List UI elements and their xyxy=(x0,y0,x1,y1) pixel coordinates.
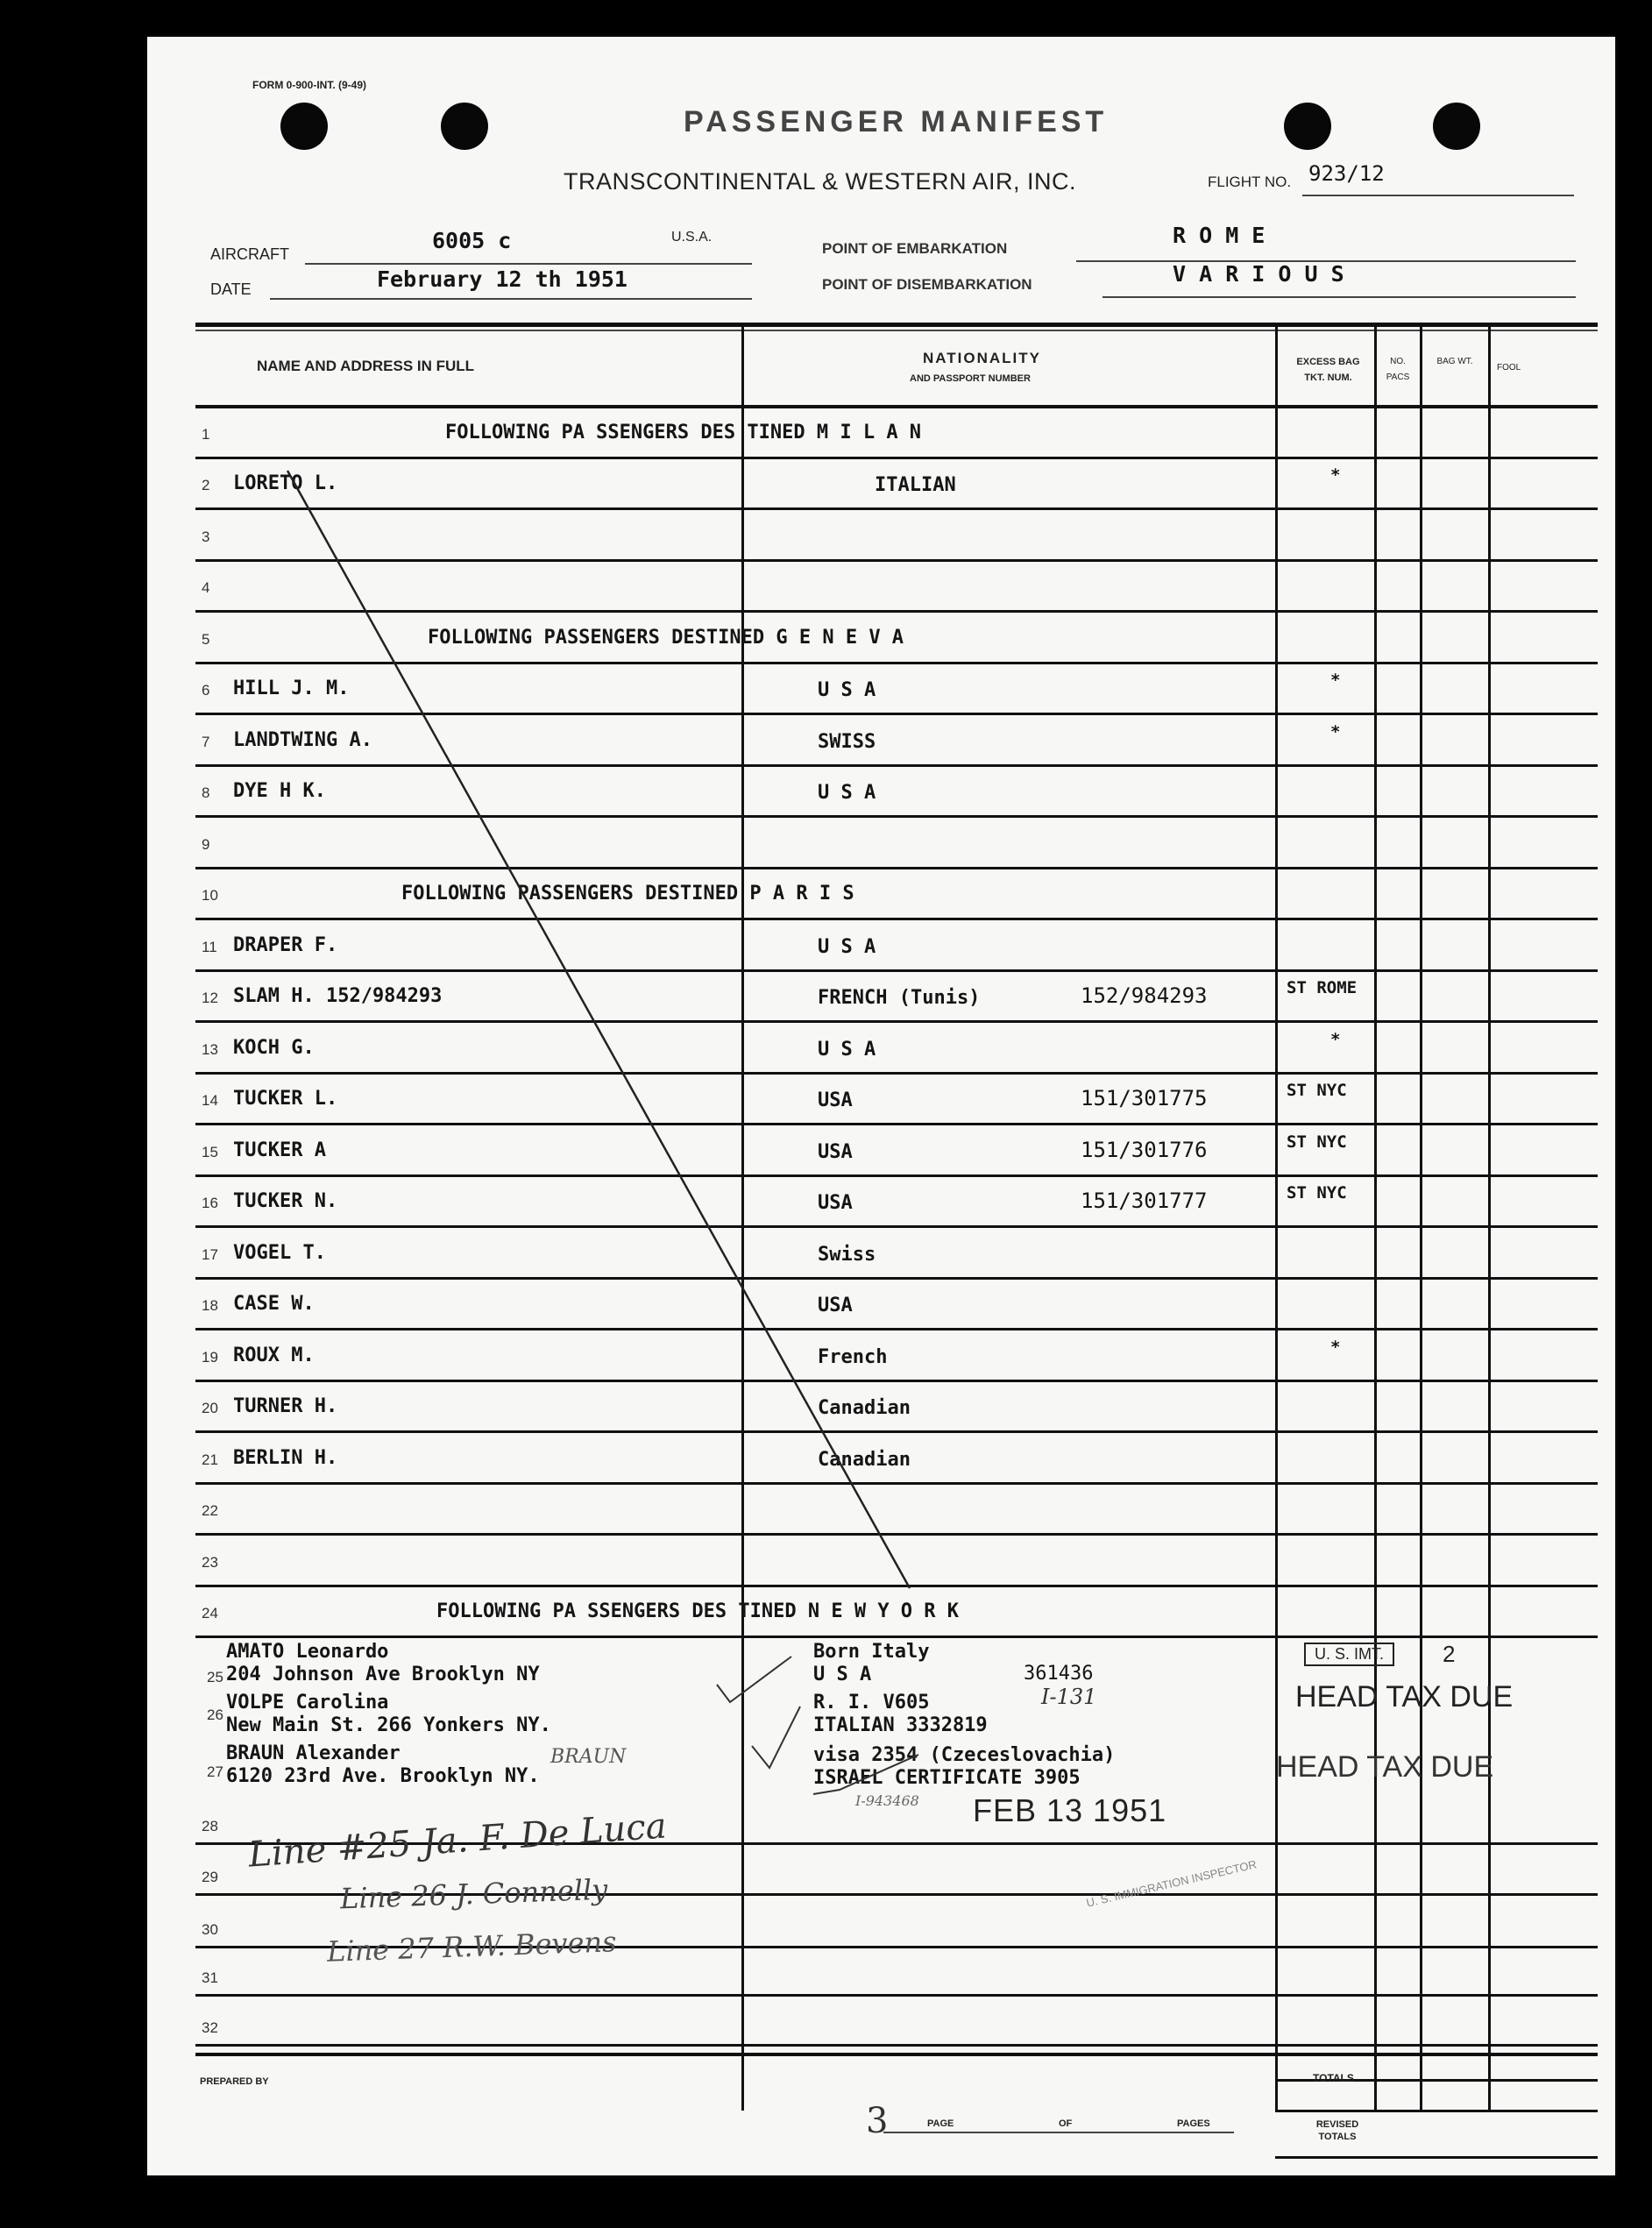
braun-handwritten: BRAUN xyxy=(550,1746,627,1768)
row-number: 20 xyxy=(202,1400,218,1416)
excess-bag-entry: * xyxy=(1330,1338,1341,1357)
row-number: 8 xyxy=(202,784,210,801)
aircraft-label: AIRCRAFT xyxy=(210,245,289,263)
passenger-nationality: Canadian xyxy=(818,1397,911,1419)
col-bagwt-header: BAG WT. xyxy=(1436,357,1473,366)
passport-number: 151/301775 xyxy=(1081,1086,1208,1110)
row-number: 29 xyxy=(202,1869,218,1885)
excess-bag-entry: ST NYC xyxy=(1287,1132,1347,1152)
passport-number: 151/301776 xyxy=(1081,1138,1208,1162)
date-label: DATE xyxy=(210,280,252,298)
col-nationality-header: NATIONALITY xyxy=(923,350,1042,366)
inspector-number: I-943468 xyxy=(855,1792,919,1809)
passenger-name: SLAM H. 152/984293 xyxy=(233,985,443,1007)
page-number: 3 xyxy=(866,2101,889,2141)
row-number: 13 xyxy=(202,1041,218,1058)
ny-passenger-1-number: 361436 xyxy=(1024,1663,1094,1685)
row-number: 12 xyxy=(202,990,218,1006)
passport-number: 152/984293 xyxy=(1081,983,1208,1008)
excess-bag-entry: ST NYC xyxy=(1287,1183,1347,1203)
date-value: February 12 th 1951 xyxy=(377,266,627,292)
passenger-name: LANDTWING A. xyxy=(233,729,372,751)
passenger-nationality: USA xyxy=(818,1295,853,1316)
passenger-name: ROUX M. xyxy=(233,1345,315,1366)
passenger-name: DYE H K. xyxy=(233,780,326,802)
row-number: 1 xyxy=(202,426,210,443)
row-number: 16 xyxy=(202,1195,218,1211)
check-marks xyxy=(147,37,1615,2175)
head-tax-stamp-1: HEAD TAX DUE xyxy=(1295,1680,1514,1714)
ny-passenger-2-nationality: R. I. V605 ITALIAN 3332819 xyxy=(813,1692,988,1736)
row-number: 28 xyxy=(202,1818,218,1834)
row-number: 31 xyxy=(202,1969,218,1986)
row-number: 15 xyxy=(202,1144,218,1160)
passenger-nationality: U S A xyxy=(818,679,876,701)
passenger-nationality: U S A xyxy=(818,936,876,958)
passenger-nationality: U S A xyxy=(818,782,876,804)
signature-line-30: Line 27 R.W. Bevens xyxy=(326,1925,618,1969)
passenger-name: KOCH G. xyxy=(233,1037,315,1059)
excess-bag-entry: ST NYC xyxy=(1287,1081,1347,1100)
passenger-name: VOGEL T. xyxy=(233,1242,326,1264)
passenger-name: TURNER H. xyxy=(233,1395,338,1417)
passport-number: 151/301777 xyxy=(1081,1189,1208,1213)
destination-header: FOLLOWING PASSENGERS DESTINED P A R I S xyxy=(401,883,854,905)
row-number: 7 xyxy=(202,734,210,750)
ny-passenger-2: VOLPE Carolina New Main St. 266 Yonkers NY. xyxy=(226,1692,551,1736)
passenger-name: TUCKER N. xyxy=(233,1190,338,1212)
ny-passenger-1: AMATO Leonardo 204 Johnson Ave Brooklyn NY xyxy=(226,1641,540,1685)
row-number: 17 xyxy=(202,1246,218,1263)
row-number: 24 xyxy=(202,1605,218,1621)
passenger-name: BERLIN H. xyxy=(233,1447,338,1469)
count-stamp: 2 xyxy=(1443,1641,1456,1667)
excess-bag-entry: * xyxy=(1330,671,1341,690)
row-number: 27 xyxy=(207,1763,223,1780)
prepared-by-label: PREPARED BY xyxy=(200,2076,269,2087)
disembarkation-label: POINT OF DISEMBARKATION xyxy=(822,276,1032,293)
passenger-nationality: USA xyxy=(818,1089,853,1111)
col-pieces-header: NO. PACS xyxy=(1386,357,1410,382)
destination-header: FOLLOWING PA SSENGERS DES TINED N E W Y O R K xyxy=(436,1600,960,1622)
form-id: FORM 0-900-INT. (9-49) xyxy=(252,79,367,91)
passenger-nationality: Canadian xyxy=(818,1449,911,1471)
destination-header: FOLLOWING PA SSENGERS DES TINED M I L A N xyxy=(445,422,922,443)
col-excess-header: EXCESS BAG TKT. NUM. xyxy=(1296,357,1360,383)
excess-bag-entry: * xyxy=(1330,465,1341,485)
passenger-nationality: ITALIAN xyxy=(875,474,956,496)
passenger-nationality: French xyxy=(818,1346,888,1368)
row-number: 30 xyxy=(202,1921,218,1938)
ny-passenger-3-nationality: visa 2354 (Czeceslovachia) ISRAEL CERTIFICATE 3905 xyxy=(813,1744,1116,1789)
embarkation-label: POINT OF EMBARKATION xyxy=(822,240,1008,257)
excess-bag-entry: * xyxy=(1330,722,1341,741)
excess-bag-entry: * xyxy=(1330,1030,1341,1049)
row-number: 6 xyxy=(202,682,210,699)
passenger-nationality: USA xyxy=(818,1192,853,1214)
destination-header: FOLLOWING PASSENGERS DESTINED G E N E V A xyxy=(428,627,904,649)
row-number: 14 xyxy=(202,1092,218,1109)
passenger-nationality: Swiss xyxy=(818,1244,876,1266)
passenger-name: LORETO L. xyxy=(233,472,338,494)
head-tax-stamp-2: HEAD TAX DUE xyxy=(1276,1750,1494,1784)
flight-number: 923/12 xyxy=(1308,161,1385,186)
of-label: OF xyxy=(1059,2118,1073,2129)
row-number: 19 xyxy=(202,1349,218,1366)
passenger-nationality: USA xyxy=(818,1141,853,1163)
row-number: 23 xyxy=(202,1554,218,1571)
totals-label: TOTALS xyxy=(1313,2072,1354,2084)
passenger-nationality: SWISS xyxy=(818,731,876,753)
col-passport-header: AND PASSPORT NUMBER xyxy=(910,373,1031,384)
row-number: 11 xyxy=(202,939,217,955)
passenger-nationality: U S A xyxy=(818,1039,876,1061)
col-name-header: NAME AND ADDRESS IN FULL xyxy=(257,358,475,374)
revised-totals-label: REVISED TOTALS xyxy=(1315,2119,1359,2142)
row-number: 18 xyxy=(202,1297,218,1314)
passenger-name: DRAPER F. xyxy=(233,934,338,956)
received-date-stamp: FEB 13 1951 xyxy=(973,1792,1167,1828)
row-number: 2 xyxy=(202,477,210,493)
passenger-name: CASE W. xyxy=(233,1293,315,1315)
passenger-name: TUCKER L. xyxy=(233,1088,338,1110)
row-number: 3 xyxy=(202,529,210,545)
excess-bag-entry: ST ROME xyxy=(1287,978,1358,997)
page-title: PASSENGER MANIFEST xyxy=(684,105,1109,138)
passenger-nationality: FRENCH (Tunis) xyxy=(818,987,981,1009)
row-number: 22 xyxy=(202,1502,218,1519)
faint-inspector-stamp: U. S. IMMIGRATION INSPECTOR xyxy=(1085,1857,1258,1910)
manifest-sheet xyxy=(147,37,1615,2175)
ny-passenger-3: BRAUN Alexander 6120 23rd Ave. Brooklyn NY. xyxy=(226,1742,540,1787)
row-number: 25 xyxy=(207,1669,223,1685)
embarkation-value: R O M E xyxy=(1173,223,1266,248)
signature-line-29: Line 26 J. Connelly xyxy=(339,1872,608,1916)
col-fool-header: FOOL xyxy=(1497,363,1521,373)
row-number: 32 xyxy=(202,2019,218,2036)
row-number: 10 xyxy=(202,887,218,904)
ny-passenger-1-nationality: Born Italy U S A xyxy=(813,1641,930,1685)
passenger-name: TUCKER A xyxy=(233,1139,326,1161)
us-box-stamp: U. S. IMT. xyxy=(1304,1643,1394,1666)
ny-passenger-2-number: I-131 xyxy=(1041,1685,1097,1709)
disembarkation-value: V A R I O U S xyxy=(1173,261,1344,287)
row-number: 5 xyxy=(202,631,210,648)
row-number: 4 xyxy=(202,579,210,596)
page-label: PAGE xyxy=(927,2118,954,2129)
pages-label: PAGES xyxy=(1177,2118,1210,2129)
passenger-name: HILL J. M. xyxy=(233,678,350,699)
aircraft-country: U.S.A. xyxy=(671,230,713,245)
row-number: 26 xyxy=(207,1706,223,1723)
airline-name: TRANSCONTINENTAL & WESTERN AIR, INC. xyxy=(564,168,1077,195)
aircraft-value: 6005 c xyxy=(432,228,512,253)
signature-line-28: Line #25 Ja. F. De Luca xyxy=(246,1806,668,1876)
row-number: 9 xyxy=(202,836,210,853)
row-number: 21 xyxy=(202,1451,218,1468)
flight-label: FLIGHT NO. xyxy=(1208,174,1292,190)
